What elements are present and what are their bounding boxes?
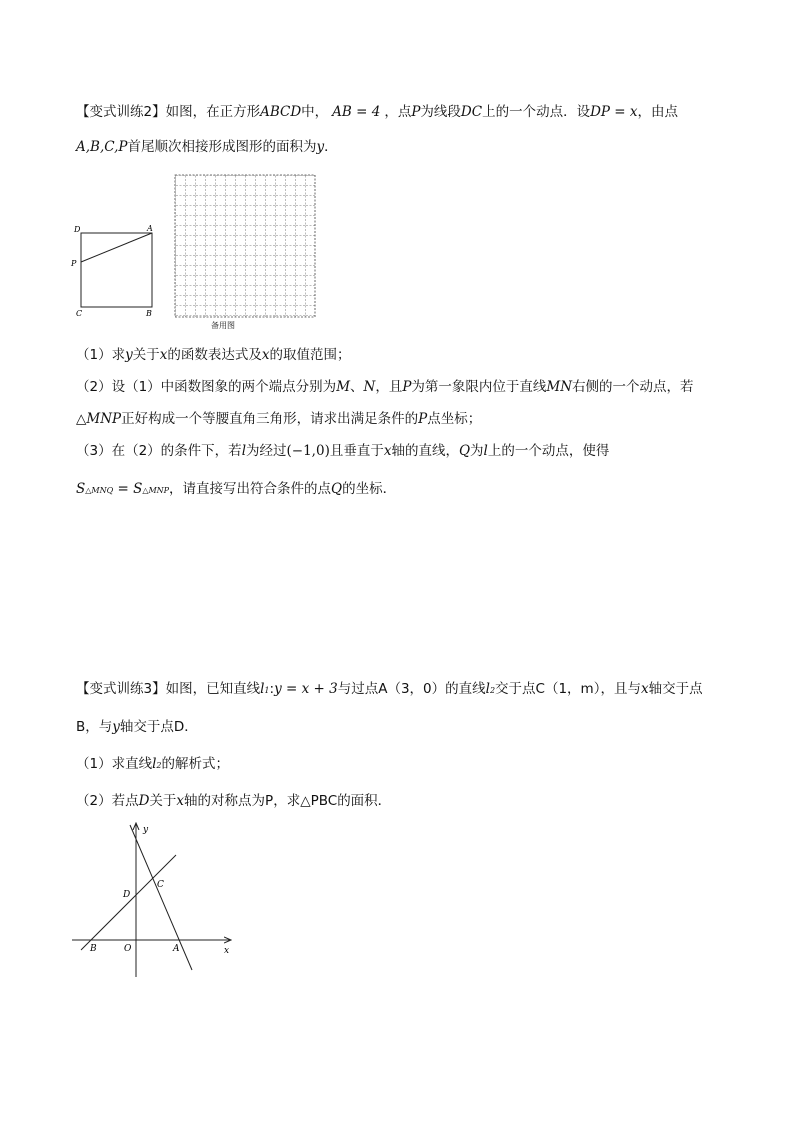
label-D: D [74,225,81,234]
label-P: P [71,259,77,268]
problem2-q2-line2: △MNP正好构成一个等腰直角三角形，请求出满足条件的P点坐标； [76,411,482,427]
problem2-q3-line1: （3）在（2）的条件下，若l为经过(−1,0)且垂直于x轴的直线，Q为l上的一个动点，使得 [76,443,610,459]
problem3-tag: 【变式训练3】 [76,681,166,697]
square-figure [66,220,166,320]
label-D: D [123,890,131,900]
problem3-line1: 【变式训练3】如图，已知直线l1:y = x + 3与过点A（3，0）的直线l2交于点C（1，m），且与x轴交于点 [76,681,703,697]
label-C: C [157,880,164,890]
label-A: A [173,944,180,954]
label-A: A [147,224,153,233]
spare-grid [174,174,316,319]
label-O: O [124,944,132,954]
label-B: B [90,944,97,954]
spare-caption: 备用图 [211,321,235,330]
label-y: y [143,825,149,835]
problem3-q1: （1）求直线l2的解析式； [76,756,230,772]
coordinate-figure [66,815,246,985]
problem3-q2: （2）若点D关于x轴的对称点为P，求△PBC的面积． [76,793,392,809]
problem3-line2: B，与y轴交于点D． [76,719,198,735]
line-l1 [81,855,176,950]
label-B: B [146,309,152,318]
segment-pa [81,233,152,262]
problem2-q3-line2: S△MNQ = S△MNP，请直接写出符合条件的点Q的坐标． [76,481,397,497]
problem2-line1: 【变式训练2】如图，在正方形ABCD中， AB = 4 ，点P为线段DC上的一个动点．设DP = x，由点 [76,104,678,120]
line-l2 [130,825,192,970]
problem2-q1: （1）求y关于x的函数表达式及x的取值范围； [76,347,351,363]
problem2-q2-line1: （2）设（1）中函数图象的两个端点分别为M、N，且P为第一象限内位于直线MN右侧的一个动点，若 [76,379,694,395]
label-x: x [224,946,230,956]
square-abcd [81,233,152,307]
problem2-tag: 【变式训练2】 [76,104,166,120]
problem2-line2: A,B,C,P首尾顺次相接形成图形的面积为y． [76,139,338,155]
label-C: C [76,309,83,318]
